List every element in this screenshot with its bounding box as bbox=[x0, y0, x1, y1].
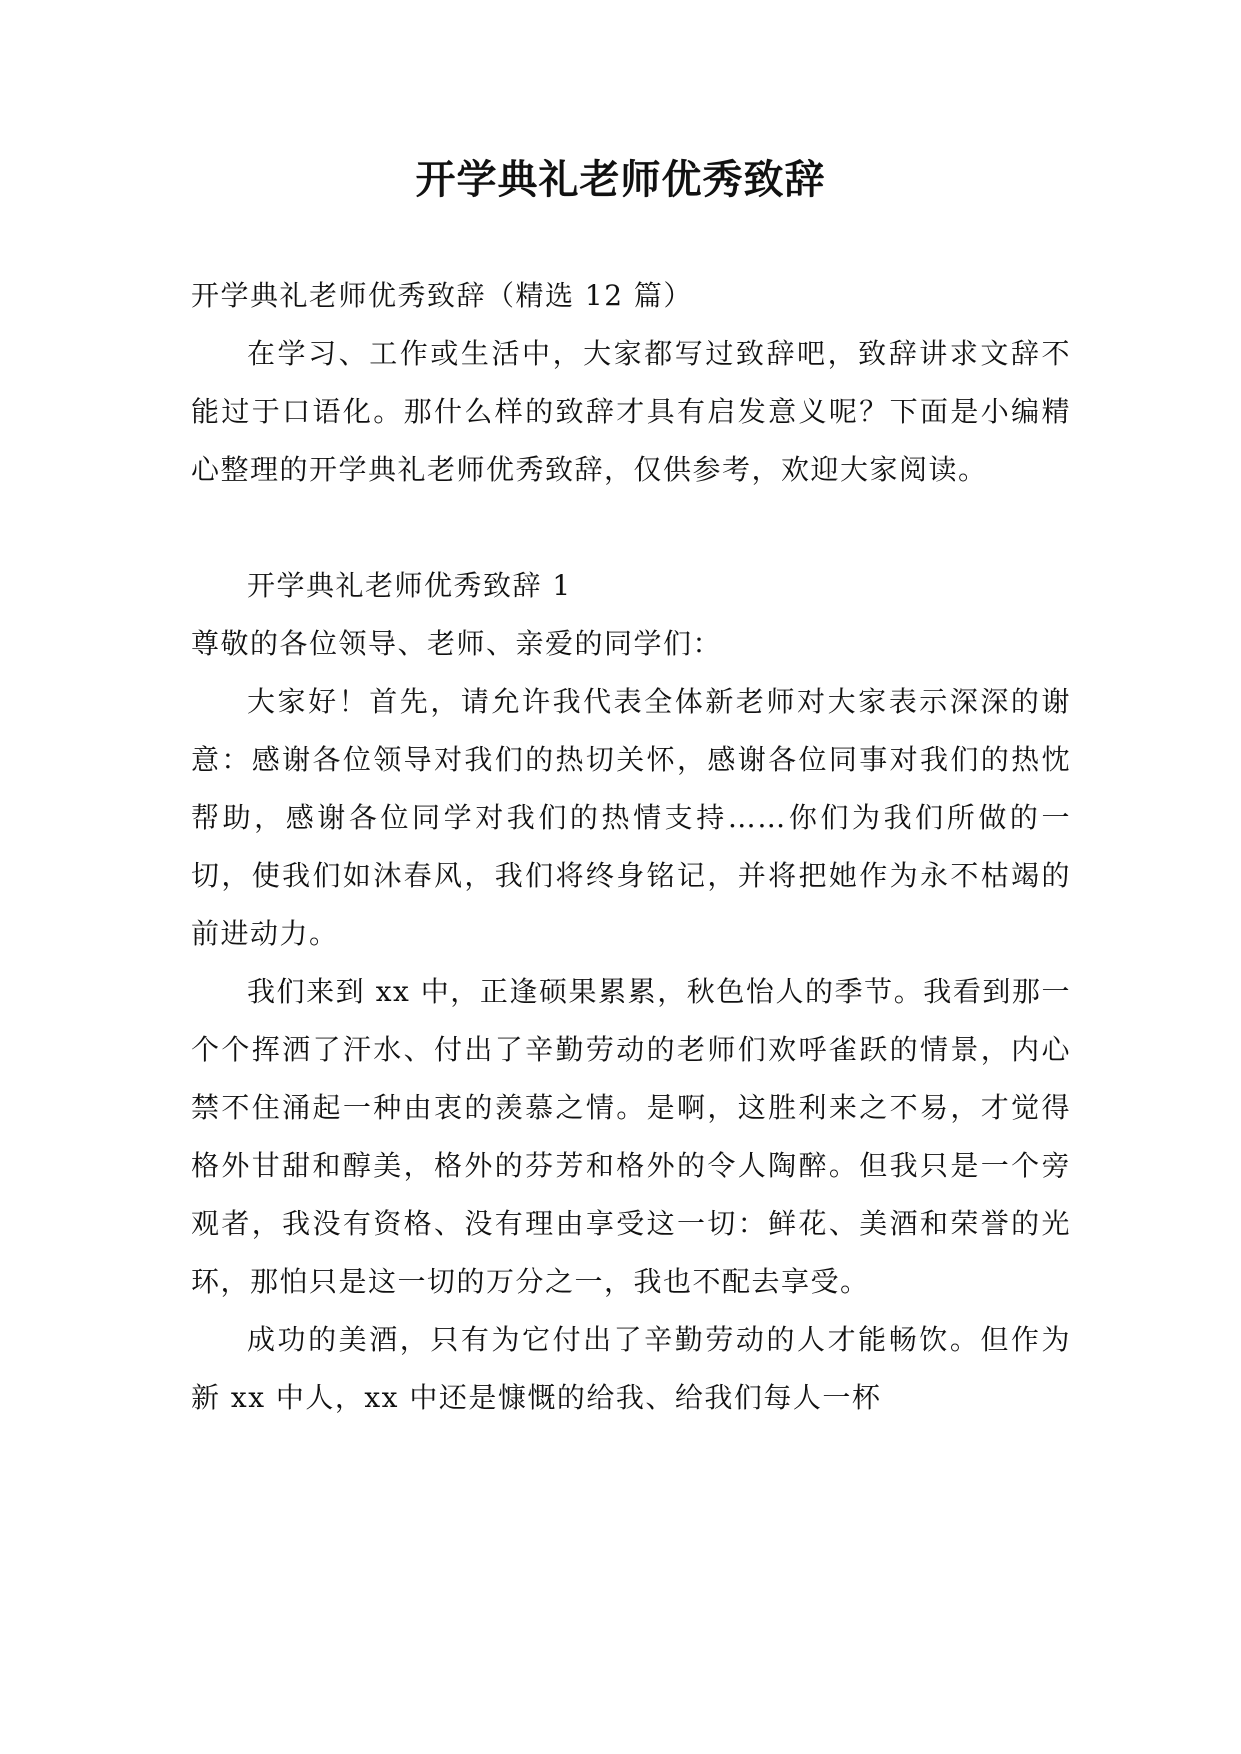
intro-paragraph: 在学习、工作或生活中，大家都写过致辞吧，致辞讲求文辞不能过于口语化。那什么样的致辞才具有启发意义呢？下面是小编精心整理的开学典礼老师优秀致辞，仅供参考，欢迎大家阅读。 bbox=[191, 337, 1071, 486]
section-gap bbox=[191, 499, 1071, 557]
salutation: 尊敬的各位领导、老师、亲爱的同学们： bbox=[191, 627, 723, 660]
body-paragraph: 大家好！首先，请允许我代表全体新老师对大家表示深深的谢意：感谢各位领导对我们的热切关怀，感谢各位同事对我们的热忱帮助，感谢各位同学对我们的热情支持……你们为我们所做的一切，使我们如沐春风，我们将终身铭记，并将把她作为永不枯竭的前进动力。 bbox=[191, 685, 1071, 950]
document-subtitle: 开学典礼老师优秀致辞（精选 12 篇） bbox=[191, 279, 693, 312]
document-body bbox=[191, 267, 1071, 1427]
section-heading: 开学典礼老师优秀致辞 1 bbox=[247, 569, 572, 602]
body-paragraph: 成功的美酒，只有为它付出了辛勤劳动的人才能畅饮。但作为新 xx 中人，xx 中还是慷慨的给我、给我们每人一杯 bbox=[191, 1323, 1071, 1414]
body-paragraph: 我们来到 xx 中，正逢硕果累累，秋色怡人的季节。我看到那一个个挥洒了汗水、付出了辛勤劳动的老师们欢呼雀跃的情景，内心禁不住涌起一种由衷的羡慕之情。是啊，这胜利来之不易，才觉得格外甘甜和醇美，格外的芬芳和格外的令人陶醉。但我只是一个旁观者，我没有资格、没有理由享受这一切：鲜花、美酒和荣誉的光环，那怕只是这一切的万分之一，我也不配去享受。 bbox=[191, 975, 1071, 1298]
document-title: 开学典礼老师优秀致辞 bbox=[415, 157, 826, 203]
